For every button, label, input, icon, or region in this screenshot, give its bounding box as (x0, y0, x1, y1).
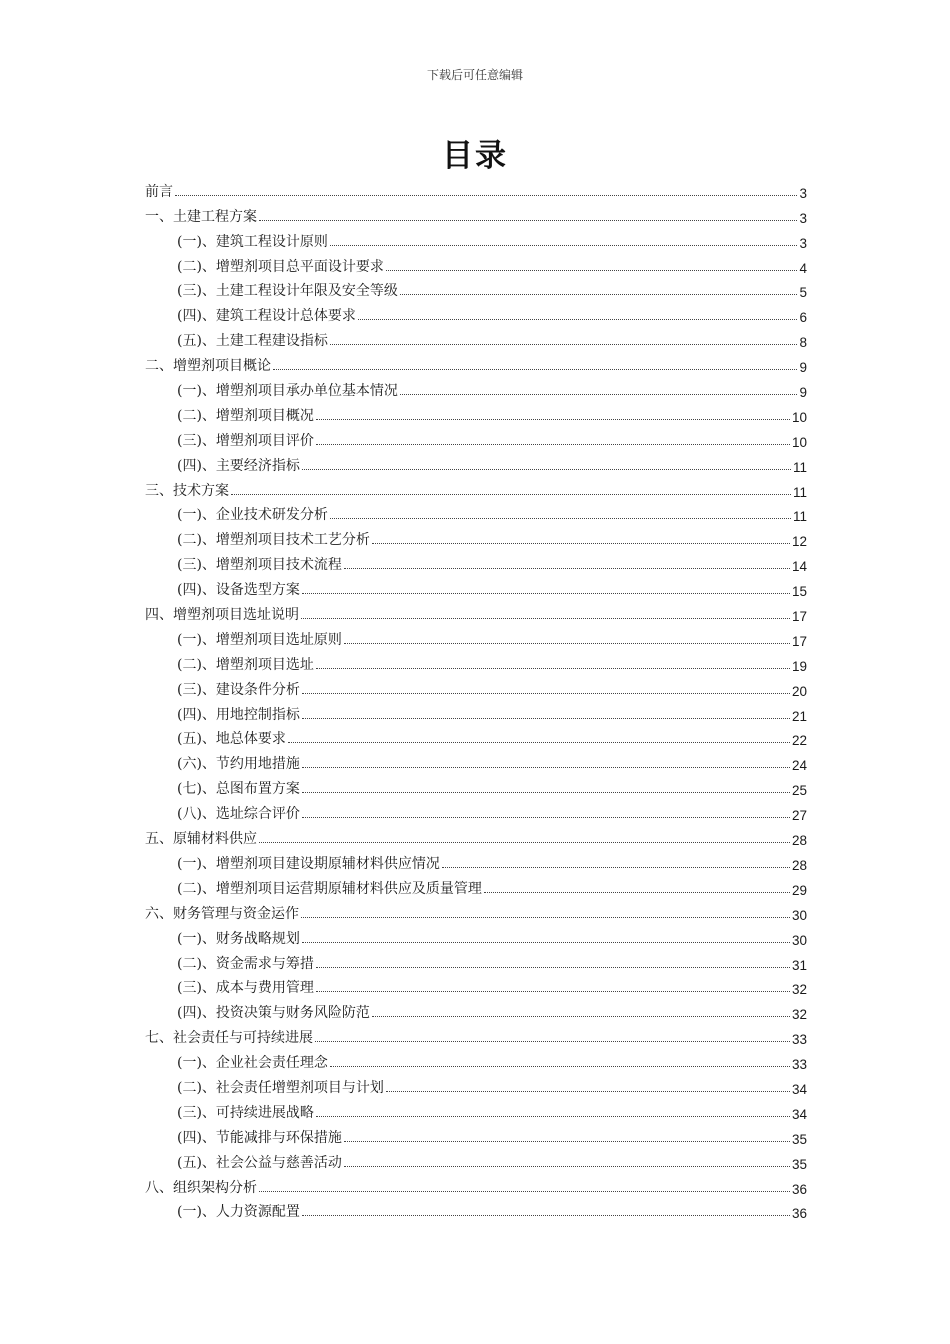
toc-subentry[interactable] (145, 1072, 807, 1097)
toc-page-number: 32 (791, 982, 807, 998)
toc-page-number: 4 (799, 260, 807, 276)
toc-entry-label: (一)、增塑剂项目选址原则 (177, 631, 342, 648)
toc-entry-label: (三)、土建工程设计年限及安全等级 (177, 283, 398, 300)
toc-page-number: 6 (799, 310, 807, 326)
toc-entry[interactable] (145, 599, 807, 624)
toc-dot-leader (302, 469, 791, 470)
toc-entry[interactable] (145, 1022, 807, 1047)
toc-dot-leader (484, 892, 790, 893)
toc-page-number: 31 (791, 957, 807, 973)
toc-subentry[interactable] (145, 724, 807, 749)
toc-dot-leader (259, 842, 790, 843)
toc-subentry[interactable] (145, 798, 807, 823)
toc-subentry[interactable] (145, 500, 807, 525)
toc-subentry[interactable] (145, 251, 807, 276)
toc-dot-leader (175, 195, 797, 196)
toc-entry-label: (二)、资金需求与筹措 (177, 955, 314, 972)
toc-page-number: 30 (791, 907, 807, 923)
toc-dot-leader (302, 792, 790, 793)
toc-page-number: 10 (791, 409, 807, 425)
toc-subentry[interactable] (145, 450, 807, 475)
toc-page-number: 30 (791, 932, 807, 948)
toc-subentry[interactable] (145, 524, 807, 549)
toc-subentry[interactable] (145, 1122, 807, 1147)
toc-dot-leader (400, 394, 798, 395)
toc-dot-leader (259, 1191, 790, 1192)
toc-dot-leader (330, 245, 798, 246)
toc-page-number: 5 (799, 285, 807, 301)
toc-page-number: 34 (791, 1106, 807, 1122)
toc-entry-label: (三)、增塑剂项目评价 (177, 432, 314, 449)
toc-entry-label: 一、土建工程方案 (145, 208, 257, 225)
toc-dot-leader (288, 742, 790, 743)
toc-entry-label: (三)、成本与费用管理 (177, 980, 314, 997)
toc-page-number: 24 (791, 758, 807, 774)
toc-entry-label: (二)、社会责任增塑剂项目与计划 (177, 1079, 384, 1096)
toc-dot-leader (330, 1066, 790, 1067)
toc-page-number: 33 (791, 1057, 807, 1073)
toc-dot-leader (302, 693, 790, 694)
toc-dot-leader (273, 369, 797, 370)
toc-page-number: 36 (791, 1206, 807, 1222)
toc-entry-label: 三、技术方案 (145, 482, 229, 499)
toc-entry-label: (一)、增塑剂项目承办单位基本情况 (177, 383, 398, 400)
toc-entry-label: (七)、总图布置方案 (177, 781, 300, 798)
toc-entry-label: (三)、增塑剂项目技术流程 (177, 557, 342, 574)
toc-entry-label: 六、财务管理与资金运作 (145, 905, 299, 922)
toc-entry-label: (一)、增塑剂项目建设期原辅材料供应情况 (177, 855, 440, 872)
toc-entry-label: (八)、选址综合评价 (177, 806, 300, 823)
toc-entry-label: (四)、用地控制指标 (177, 706, 300, 723)
toc-page-number: 11 (792, 484, 807, 500)
toc-entry[interactable] (145, 823, 807, 848)
toc-subentry[interactable] (145, 624, 807, 649)
toc-page-number: 14 (791, 559, 807, 575)
toc-subentry[interactable] (145, 948, 807, 973)
toc-subentry[interactable] (145, 674, 807, 699)
toc-page-number: 29 (791, 882, 807, 898)
toc-dot-leader (302, 817, 790, 818)
toc-subentry[interactable] (145, 226, 807, 251)
toc-dot-leader (372, 543, 790, 544)
toc-dot-leader (400, 294, 798, 295)
toc-page-number: 32 (791, 1007, 807, 1023)
toc-page-number: 3 (799, 185, 807, 201)
toc-entry-label: (六)、节约用地措施 (177, 756, 300, 773)
toc-dot-leader (316, 991, 790, 992)
toc-dot-leader (316, 1116, 790, 1117)
toc-dot-leader (316, 668, 790, 669)
toc-entry-label: (二)、增塑剂项目总平面设计要求 (177, 258, 384, 275)
toc-dot-leader (259, 220, 797, 221)
toc-entry-label: (五)、社会公益与慈善活动 (177, 1154, 342, 1171)
toc-dot-leader (330, 344, 798, 345)
toc-entry-label: (一)、财务战略规划 (177, 930, 300, 947)
toc-page-number: 3 (799, 210, 807, 226)
toc-subentry[interactable] (145, 748, 807, 773)
toc-dot-leader (372, 1016, 790, 1017)
toc-subentry[interactable] (145, 973, 807, 998)
toc-entry[interactable] (145, 1172, 807, 1197)
toc-dot-leader (386, 270, 798, 271)
toc-page-number: 3 (799, 235, 807, 251)
toc-dot-leader (442, 867, 790, 868)
toc-subentry[interactable] (145, 425, 807, 450)
toc-entry-label: (四)、设备选型方案 (177, 582, 300, 599)
toc-subentry[interactable] (145, 873, 807, 898)
toc-dot-leader (344, 568, 790, 569)
toc-page-number: 11 (792, 509, 807, 525)
toc-page-number: 28 (791, 833, 807, 849)
toc-page-number: 36 (791, 1181, 807, 1197)
toc-dot-leader (301, 618, 790, 619)
toc-dot-leader (302, 593, 790, 594)
toc-entry-label: (二)、增塑剂项目选址 (177, 656, 314, 673)
toc-subentry[interactable] (145, 923, 807, 948)
toc-page-number: 35 (791, 1156, 807, 1172)
toc-dot-leader (344, 643, 790, 644)
toc-subentry[interactable] (145, 375, 807, 400)
toc-page-number: 19 (791, 658, 807, 674)
toc-page-number: 17 (791, 609, 807, 625)
toc-page-number: 15 (791, 584, 807, 600)
toc-subentry[interactable] (145, 325, 807, 350)
toc-subentry[interactable] (145, 1197, 807, 1222)
toc-entry-label: (四)、主要经济指标 (177, 457, 300, 474)
toc-entry-label: (二)、增塑剂项目概况 (177, 407, 314, 424)
toc-entry-label: (二)、增塑剂项目运营期原辅材料供应及质量管理 (177, 880, 482, 897)
toc-entry-label: (四)、投资决策与财务风险防范 (177, 1005, 370, 1022)
toc-dot-leader (344, 1141, 790, 1142)
toc-dot-leader (301, 917, 790, 918)
toc-dot-leader (231, 494, 791, 495)
toc-page-number: 27 (791, 808, 807, 824)
toc-entry-label: (一)、企业技术研发分析 (177, 507, 328, 524)
toc-subentry[interactable] (145, 549, 807, 574)
toc-page-number: 17 (791, 633, 807, 649)
toc-page-number: 34 (791, 1081, 807, 1097)
toc-subentry[interactable] (145, 649, 807, 674)
toc-page-number: 28 (791, 857, 807, 873)
toc-entry[interactable] (145, 176, 807, 201)
toc-page-number: 35 (791, 1131, 807, 1147)
toc-dot-leader (302, 942, 790, 943)
toc-dot-leader (316, 419, 790, 420)
toc-page-number: 21 (791, 708, 807, 724)
toc-entry-label: 七、社会责任与可持续进展 (145, 1030, 313, 1047)
toc-page-number: 12 (791, 534, 807, 550)
toc-entry-label: 五、原辅材料供应 (145, 831, 257, 848)
toc-subentry[interactable] (145, 1147, 807, 1172)
toc-dot-leader (316, 444, 790, 445)
toc-entry-label: 前言 (145, 183, 173, 200)
toc-subentry[interactable] (145, 300, 807, 325)
toc-entry-label: 八、组织架构分析 (145, 1179, 257, 1196)
toc-page-number: 8 (799, 335, 807, 351)
toc-dot-leader (344, 1166, 790, 1167)
table-of-contents (145, 176, 807, 1221)
toc-entry-label: (五)、地总体要求 (177, 731, 286, 748)
toc-subentry[interactable] (145, 848, 807, 873)
toc-dot-leader (386, 1091, 790, 1092)
toc-subentry[interactable] (145, 574, 807, 599)
toc-dot-leader (358, 319, 798, 320)
toc-dot-leader (316, 967, 790, 968)
toc-entry[interactable] (145, 201, 807, 226)
toc-page-number: 22 (791, 733, 807, 749)
toc-entry-label: (五)、土建工程建设指标 (177, 333, 328, 350)
toc-entry-label: (四)、建筑工程设计总体要求 (177, 308, 356, 325)
toc-entry-label: (一)、人力资源配置 (177, 1204, 300, 1221)
toc-subentry[interactable] (145, 276, 807, 301)
toc-subentry[interactable] (145, 699, 807, 724)
toc-dot-leader (315, 1041, 790, 1042)
toc-entry[interactable] (145, 898, 807, 923)
toc-dot-leader (330, 518, 791, 519)
toc-subentry[interactable] (145, 773, 807, 798)
toc-entry-label: 四、增塑剂项目选址说明 (145, 607, 299, 624)
toc-page-number: 33 (791, 1032, 807, 1048)
toc-page-number: 10 (791, 434, 807, 450)
toc-subentry[interactable] (145, 997, 807, 1022)
toc-entry-label: (二)、增塑剂项目技术工艺分析 (177, 532, 370, 549)
toc-title: 目录 (442, 138, 508, 174)
toc-entry-label: (四)、节能减排与环保措施 (177, 1129, 342, 1146)
toc-entry-label: (三)、可持续进展战略 (177, 1104, 314, 1121)
toc-dot-leader (302, 1215, 790, 1216)
toc-page-number: 9 (799, 385, 807, 401)
toc-subentry[interactable] (145, 1097, 807, 1122)
toc-page-number: 20 (791, 683, 807, 699)
toc-entry-label: (一)、建筑工程设计原则 (177, 233, 328, 250)
toc-page-number: 11 (792, 459, 807, 475)
toc-subentry[interactable] (145, 1047, 807, 1072)
header-note: 下载后可任意编辑 (426, 68, 523, 82)
toc-page-number: 25 (791, 783, 807, 799)
toc-dot-leader (302, 718, 790, 719)
toc-entry[interactable] (145, 350, 807, 375)
toc-entry-label: 二、增塑剂项目概论 (145, 358, 271, 375)
toc-page-number: 9 (799, 360, 807, 376)
toc-entry[interactable] (145, 475, 807, 500)
toc-dot-leader (302, 767, 790, 768)
toc-entry-label: (三)、建设条件分析 (177, 681, 300, 698)
toc-entry-label: (一)、企业社会责任理念 (177, 1055, 328, 1072)
toc-subentry[interactable] (145, 400, 807, 425)
